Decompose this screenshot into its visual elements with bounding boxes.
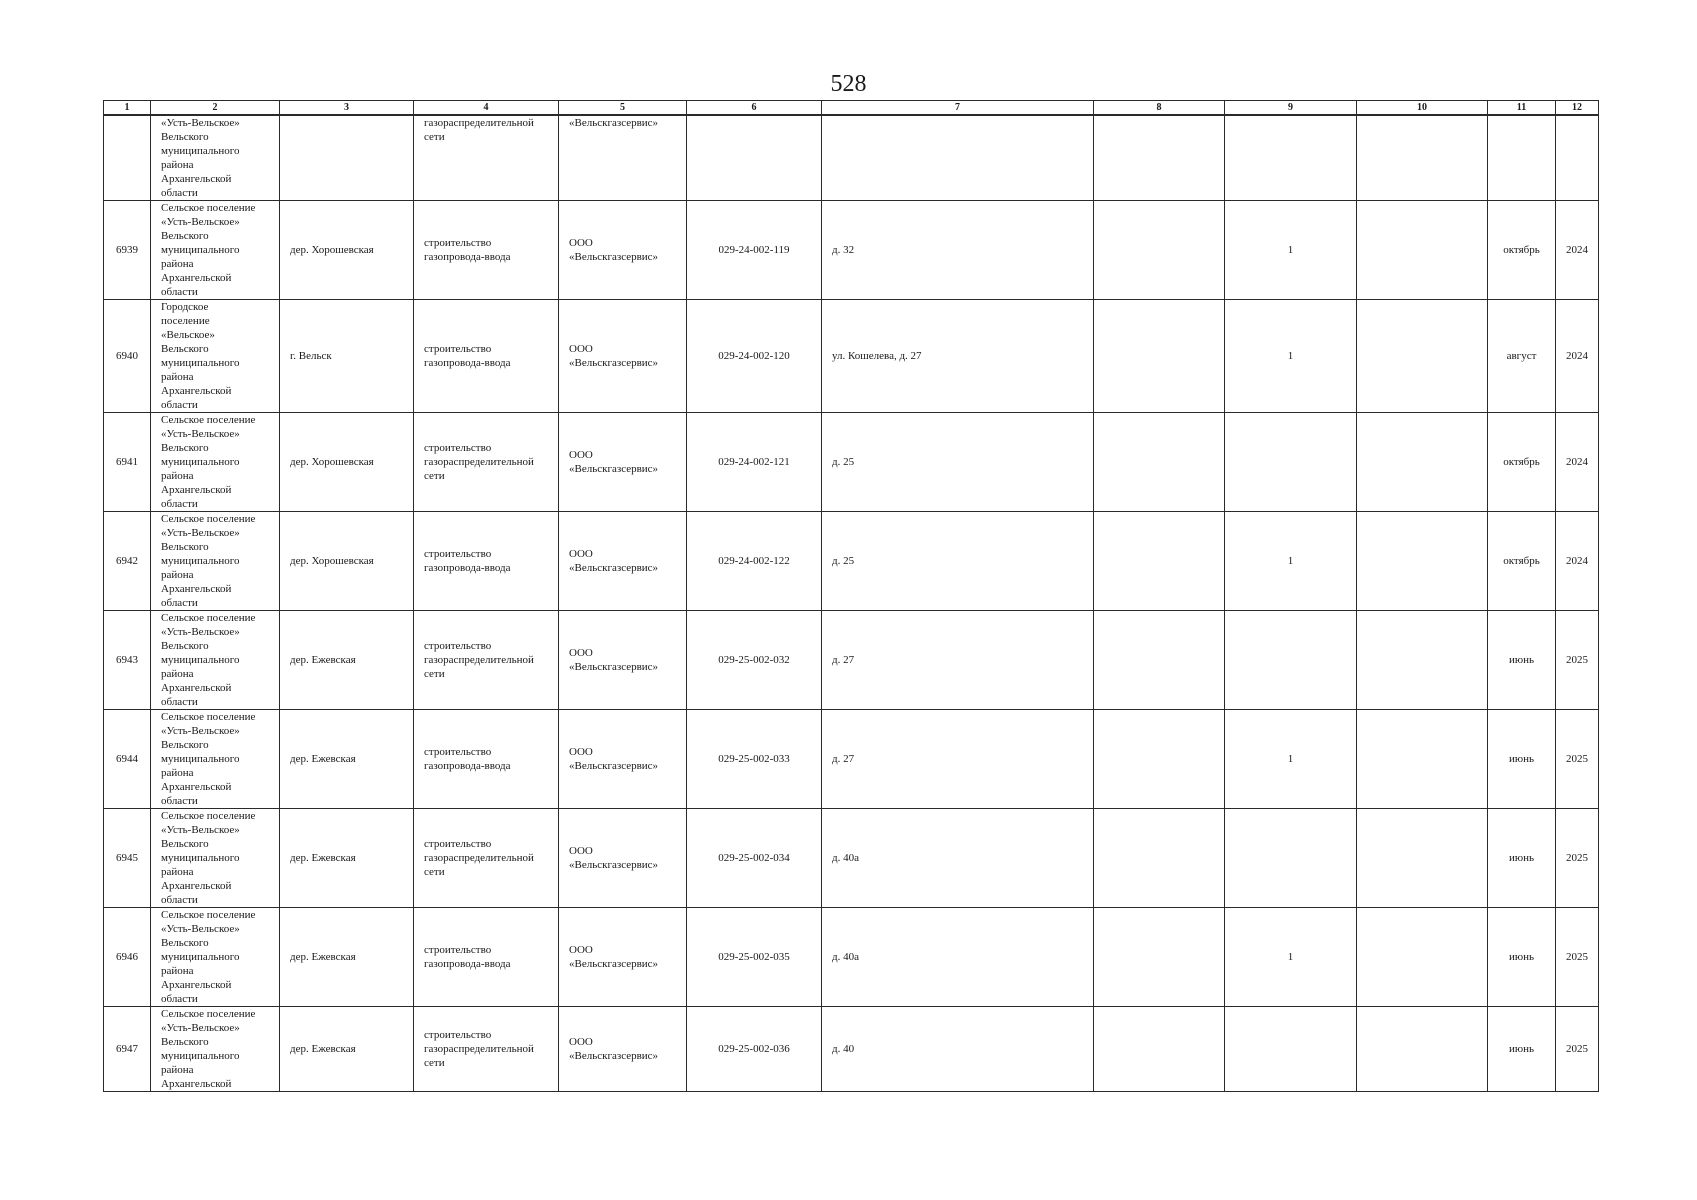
address-cell: д. 25 xyxy=(822,512,1094,611)
municipality-cell-line: Сельское поселение xyxy=(161,414,256,426)
municipality-cell xyxy=(151,300,280,413)
municipality-cell-line: муниципального xyxy=(161,145,240,157)
organization-cell-line: «Вельскгазсервис» xyxy=(569,357,659,369)
table-header xyxy=(104,101,1599,116)
municipality-cell-line: Городское xyxy=(161,301,209,313)
column-8-cell xyxy=(1094,710,1225,809)
column-10-cell xyxy=(1357,512,1488,611)
work-type-cell-line: сети xyxy=(424,668,445,680)
column-10-cell xyxy=(1357,908,1488,1007)
municipality-cell-line: муниципального xyxy=(161,753,240,765)
row-number-cell: 6947 xyxy=(104,1007,151,1092)
column-header: 4 xyxy=(414,101,559,116)
year-cell: 2025 xyxy=(1556,611,1599,710)
organization-cell-line: «Вельскгазсервис» xyxy=(569,661,659,673)
municipality-cell-line: Архангельской xyxy=(161,880,232,892)
municipality-cell-line: «Усть-Вельское» xyxy=(161,216,240,228)
year-cell xyxy=(1556,115,1599,201)
municipality-cell-line: Вельского xyxy=(161,230,209,242)
column-8-cell xyxy=(1094,300,1225,413)
municipality-cell xyxy=(151,908,280,1007)
municipality-cell-line: Сельское поселение xyxy=(161,612,256,624)
organization-cell-line: «Вельскгазсервис» xyxy=(569,251,659,263)
municipality-cell xyxy=(151,512,280,611)
column-8-cell xyxy=(1094,908,1225,1007)
column-header: 11 xyxy=(1488,101,1556,116)
column-header: 10 xyxy=(1357,101,1488,116)
municipality-cell-line: района xyxy=(161,569,194,581)
work-type-cell xyxy=(414,201,559,300)
organization-cell-line: «Вельскгазсервис» xyxy=(569,859,659,871)
work-type-cell-line: сети xyxy=(424,470,445,482)
municipality-cell-line: Вельского xyxy=(161,838,209,850)
municipality-cell-line: района xyxy=(161,159,194,171)
organization-cell-line: «Вельскгазсервис» xyxy=(569,463,659,475)
month-cell: июнь xyxy=(1488,809,1556,908)
table-row xyxy=(104,201,1599,300)
organization-cell-line: ООО xyxy=(569,237,593,249)
settlement-cell: дер. Хорошевская xyxy=(280,413,414,512)
work-type-cell-line: газораспределительной xyxy=(424,654,534,666)
municipality-cell-line: Архангельской xyxy=(161,583,232,595)
code-cell xyxy=(687,115,822,201)
address-cell: д. 40а xyxy=(822,809,1094,908)
column-10-cell xyxy=(1357,611,1488,710)
code-cell: 029-24-002-121 xyxy=(687,413,822,512)
work-type-cell-line: строительство xyxy=(424,548,492,560)
municipality-cell-line: Архангельской xyxy=(161,1078,232,1090)
work-type-cell-line: сети xyxy=(424,131,445,143)
code-cell: 029-25-002-032 xyxy=(687,611,822,710)
municipality-cell-line: Вельского xyxy=(161,1036,209,1048)
column-header: 12 xyxy=(1556,101,1599,116)
municipality-cell xyxy=(151,413,280,512)
organization-cell-line: ООО xyxy=(569,343,593,355)
organization-cell-line: «Вельскгазсервис» xyxy=(569,958,659,970)
column-10-cell xyxy=(1357,115,1488,201)
municipality-cell-line: Сельское поселение xyxy=(161,810,256,822)
column-9-cell xyxy=(1225,413,1357,512)
organization-cell-line: ООО xyxy=(569,647,593,659)
column-10-cell xyxy=(1357,413,1488,512)
row-number-cell: 6939 xyxy=(104,201,151,300)
municipality-cell-line: района xyxy=(161,470,194,482)
municipality-cell-line: «Усть-Вельское» xyxy=(161,923,240,935)
address-cell: д. 25 xyxy=(822,413,1094,512)
organization-cell xyxy=(559,512,687,611)
settlement-cell: дер. Хорошевская xyxy=(280,512,414,611)
column-9-cell xyxy=(1225,1007,1357,1092)
column-header: 8 xyxy=(1094,101,1225,116)
settlement-cell: дер. Хорошевская xyxy=(280,201,414,300)
code-cell: 029-25-002-034 xyxy=(687,809,822,908)
row-number-cell: 6943 xyxy=(104,611,151,710)
municipality-cell-line: поселение xyxy=(161,315,210,327)
work-type-cell-line: газопровода-ввода xyxy=(424,357,511,369)
municipality-cell-line: области xyxy=(161,498,198,510)
municipality-cell-line: муниципального xyxy=(161,1050,240,1062)
municipality-cell-line: «Усть-Вельское» xyxy=(161,117,240,129)
organization-cell-line: «Вельскгазсервис» xyxy=(569,760,659,772)
municipality-cell-line: Архангельской xyxy=(161,682,232,694)
municipality-cell-line: области xyxy=(161,993,198,1005)
work-type-cell-line: сети xyxy=(424,866,445,878)
municipality-cell-line: Сельское поселение xyxy=(161,1008,256,1020)
month-cell: июнь xyxy=(1488,710,1556,809)
settlement-cell: дер. Ежевская xyxy=(280,908,414,1007)
column-10-cell xyxy=(1357,201,1488,300)
month-cell: июнь xyxy=(1488,908,1556,1007)
work-type-cell-line: газораспределительной xyxy=(424,456,534,468)
municipality-cell-line: района xyxy=(161,668,194,680)
organization-cell-line: «Вельскгазсервис» xyxy=(569,117,659,129)
municipality-cell-line: Вельского xyxy=(161,541,209,553)
page-number: 528 xyxy=(830,71,867,97)
municipality-cell xyxy=(151,710,280,809)
column-header: 3 xyxy=(280,101,414,116)
table-row xyxy=(104,809,1599,908)
municipality-cell xyxy=(151,115,280,201)
municipality-cell-line: «Усть-Вельское» xyxy=(161,527,240,539)
work-type-cell xyxy=(414,300,559,413)
column-9-cell xyxy=(1225,115,1357,201)
code-cell: 029-24-002-119 xyxy=(687,201,822,300)
work-type-cell-line: строительство xyxy=(424,640,492,652)
municipality-cell-line: «Усть-Вельское» xyxy=(161,725,240,737)
month-cell: июнь xyxy=(1488,1007,1556,1092)
municipality-cell xyxy=(151,611,280,710)
organization-cell-line: ООО xyxy=(569,944,593,956)
table-row xyxy=(104,115,1599,201)
organization-cell-line: ООО xyxy=(569,845,593,857)
municipality-cell-line: муниципального xyxy=(161,357,240,369)
work-type-cell xyxy=(414,413,559,512)
settlement-cell: дер. Ежевская xyxy=(280,611,414,710)
organization-cell xyxy=(559,115,687,201)
column-8-cell xyxy=(1094,413,1225,512)
column-header: 5 xyxy=(559,101,687,116)
municipality-cell-line: района xyxy=(161,965,194,977)
municipality-cell-line: Архангельской xyxy=(161,173,232,185)
code-cell: 029-25-002-036 xyxy=(687,1007,822,1092)
row-number-cell xyxy=(104,115,151,201)
column-10-cell xyxy=(1357,300,1488,413)
month-cell: октябрь xyxy=(1488,512,1556,611)
column-9-cell: 1 xyxy=(1225,201,1357,300)
work-type-cell xyxy=(414,908,559,1007)
column-10-cell xyxy=(1357,809,1488,908)
municipality-cell-line: района xyxy=(161,258,194,270)
municipality-cell-line: «Усть-Вельское» xyxy=(161,1022,240,1034)
municipality-cell-line: Вельского xyxy=(161,343,209,355)
municipality-cell xyxy=(151,809,280,908)
year-cell: 2024 xyxy=(1556,201,1599,300)
code-cell: 029-24-002-120 xyxy=(687,300,822,413)
municipality-cell-line: района xyxy=(161,1064,194,1076)
municipality-cell-line: «Усть-Вельское» xyxy=(161,824,240,836)
column-8-cell xyxy=(1094,809,1225,908)
municipality-cell-line: Вельского xyxy=(161,442,209,454)
column-10-cell xyxy=(1357,710,1488,809)
code-cell: 029-25-002-035 xyxy=(687,908,822,1007)
code-cell: 029-24-002-122 xyxy=(687,512,822,611)
year-cell: 2025 xyxy=(1556,908,1599,1007)
column-9-cell: 1 xyxy=(1225,710,1357,809)
row-number-cell: 6940 xyxy=(104,300,151,413)
work-type-cell-line: строительство xyxy=(424,343,492,355)
code-cell: 029-25-002-033 xyxy=(687,710,822,809)
municipality-cell-line: Сельское поселение xyxy=(161,513,256,525)
table-row xyxy=(104,512,1599,611)
organization-cell-line: «Вельскгазсервис» xyxy=(569,562,659,574)
work-type-cell-line: газораспределительной xyxy=(424,852,534,864)
municipality-cell-line: Архангельской xyxy=(161,272,232,284)
column-9-cell: 1 xyxy=(1225,300,1357,413)
municipality-cell-line: области xyxy=(161,597,198,609)
municipality-cell-line: района xyxy=(161,866,194,878)
gas-connection-table xyxy=(103,100,1599,1092)
municipality-cell-line: муниципального xyxy=(161,654,240,666)
table-row xyxy=(104,908,1599,1007)
table-row xyxy=(104,710,1599,809)
municipality-cell-line: Сельское поселение xyxy=(161,909,256,921)
month-cell xyxy=(1488,115,1556,201)
column-9-cell xyxy=(1225,611,1357,710)
year-cell: 2025 xyxy=(1556,710,1599,809)
row-number-cell: 6941 xyxy=(104,413,151,512)
municipality-cell-line: Архангельской xyxy=(161,781,232,793)
work-type-cell-line: газопровода-ввода xyxy=(424,958,511,970)
organization-cell xyxy=(559,1007,687,1092)
work-type-cell xyxy=(414,809,559,908)
work-type-cell-line: строительство xyxy=(424,237,492,249)
organization-cell-line: ООО xyxy=(569,449,593,461)
organization-cell xyxy=(559,611,687,710)
work-type-cell-line: газораспределительной xyxy=(424,117,534,129)
month-cell: июнь xyxy=(1488,611,1556,710)
table-body xyxy=(104,115,1599,1092)
municipality-cell-line: Вельского xyxy=(161,131,209,143)
column-number-row xyxy=(104,101,1599,116)
column-8-cell xyxy=(1094,201,1225,300)
organization-cell-line: ООО xyxy=(569,1036,593,1048)
settlement-cell: дер. Ежевская xyxy=(280,809,414,908)
municipality-cell-line: «Вельское» xyxy=(161,329,215,341)
settlement-cell xyxy=(280,115,414,201)
municipality-cell-line: Архангельской xyxy=(161,385,232,397)
work-type-cell-line: газопровода-ввода xyxy=(424,760,511,772)
organization-cell-line: ООО xyxy=(569,746,593,758)
month-cell: октябрь xyxy=(1488,413,1556,512)
column-9-cell xyxy=(1225,809,1357,908)
column-8-cell xyxy=(1094,611,1225,710)
year-cell: 2025 xyxy=(1556,809,1599,908)
municipality-cell-line: Архангельской xyxy=(161,979,232,991)
address-cell: д. 27 xyxy=(822,710,1094,809)
municipality-cell-line: Сельское поселение xyxy=(161,711,256,723)
work-type-cell-line: строительство xyxy=(424,944,492,956)
table-row xyxy=(104,611,1599,710)
municipality-cell-line: муниципального xyxy=(161,852,240,864)
organization-cell xyxy=(559,908,687,1007)
row-number-cell: 6946 xyxy=(104,908,151,1007)
year-cell: 2024 xyxy=(1556,413,1599,512)
municipality-cell-line: Сельское поселение xyxy=(161,202,256,214)
address-cell: д. 40 xyxy=(822,1007,1094,1092)
organization-cell-line: ООО xyxy=(569,548,593,560)
municipality-cell-line: области xyxy=(161,187,198,199)
month-cell: август xyxy=(1488,300,1556,413)
organization-cell-line: «Вельскгазсервис» xyxy=(569,1050,659,1062)
year-cell: 2024 xyxy=(1556,512,1599,611)
organization-cell xyxy=(559,300,687,413)
address-cell: д. 32 xyxy=(822,201,1094,300)
table-row xyxy=(104,300,1599,413)
municipality-cell-line: области xyxy=(161,894,198,906)
municipality-cell-line: области xyxy=(161,286,198,298)
work-type-cell-line: газораспределительной xyxy=(424,1043,534,1055)
municipality-cell-line: Вельского xyxy=(161,640,209,652)
work-type-cell xyxy=(414,115,559,201)
municipality-cell-line: муниципального xyxy=(161,951,240,963)
work-type-cell-line: строительство xyxy=(424,838,492,850)
municipality-cell-line: района xyxy=(161,767,194,779)
work-type-cell-line: строительство xyxy=(424,442,492,454)
column-9-cell: 1 xyxy=(1225,512,1357,611)
municipality-cell-line: области xyxy=(161,795,198,807)
organization-cell xyxy=(559,710,687,809)
municipality-cell xyxy=(151,201,280,300)
column-header: 7 xyxy=(822,101,1094,116)
municipality-cell-line: Вельского xyxy=(161,739,209,751)
municipality-cell-line: области xyxy=(161,696,198,708)
work-type-cell-line: сети xyxy=(424,1057,445,1069)
work-type-cell-line: газопровода-ввода xyxy=(424,251,511,263)
row-number-cell: 6942 xyxy=(104,512,151,611)
municipality-cell-line: Вельского xyxy=(161,937,209,949)
settlement-cell: дер. Ежевская xyxy=(280,1007,414,1092)
row-number-cell: 6944 xyxy=(104,710,151,809)
column-header: 2 xyxy=(151,101,280,116)
settlement-cell: г. Вельск xyxy=(280,300,414,413)
row-number-cell: 6945 xyxy=(104,809,151,908)
settlement-cell: дер. Ежевская xyxy=(280,710,414,809)
organization-cell xyxy=(559,413,687,512)
address-cell xyxy=(822,115,1094,201)
column-8-cell xyxy=(1094,1007,1225,1092)
municipality-cell-line: района xyxy=(161,371,194,383)
year-cell: 2024 xyxy=(1556,300,1599,413)
column-header: 6 xyxy=(687,101,822,116)
column-8-cell xyxy=(1094,115,1225,201)
column-9-cell: 1 xyxy=(1225,908,1357,1007)
month-cell: октябрь xyxy=(1488,201,1556,300)
municipality-cell-line: «Усть-Вельское» xyxy=(161,428,240,440)
column-header: 1 xyxy=(104,101,151,116)
municipality-cell-line: муниципального xyxy=(161,244,240,256)
work-type-cell xyxy=(414,710,559,809)
organization-cell xyxy=(559,201,687,300)
work-type-cell xyxy=(414,512,559,611)
column-header: 9 xyxy=(1225,101,1357,116)
municipality-cell-line: области xyxy=(161,399,198,411)
municipality-cell xyxy=(151,1007,280,1092)
organization-cell xyxy=(559,809,687,908)
municipality-cell-line: Архангельской xyxy=(161,484,232,496)
table-row xyxy=(104,1007,1599,1092)
year-cell: 2025 xyxy=(1556,1007,1599,1092)
municipality-cell-line: муниципального xyxy=(161,456,240,468)
work-type-cell-line: строительство xyxy=(424,1029,492,1041)
table-row xyxy=(104,413,1599,512)
address-cell: д. 27 xyxy=(822,611,1094,710)
work-type-cell-line: газопровода-ввода xyxy=(424,562,511,574)
municipality-cell-line: «Усть-Вельское» xyxy=(161,626,240,638)
municipality-cell-line: муниципального xyxy=(161,555,240,567)
address-cell: д. 40а xyxy=(822,908,1094,1007)
work-type-cell xyxy=(414,1007,559,1092)
work-type-cell-line: строительство xyxy=(424,746,492,758)
address-cell: ул. Кошелева, д. 27 xyxy=(822,300,1094,413)
column-8-cell xyxy=(1094,512,1225,611)
column-10-cell xyxy=(1357,1007,1488,1092)
work-type-cell xyxy=(414,611,559,710)
